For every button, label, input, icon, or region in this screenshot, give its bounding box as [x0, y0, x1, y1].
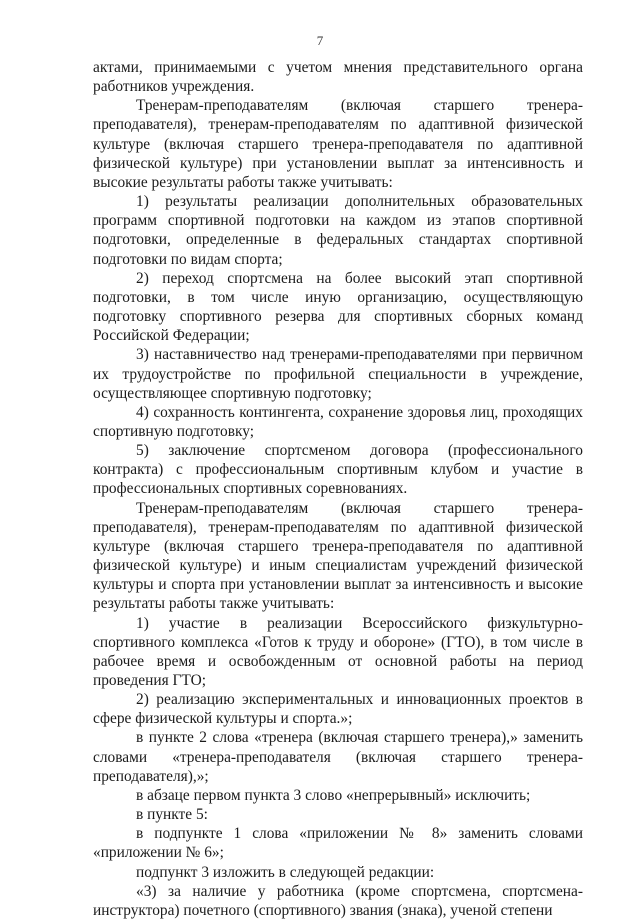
- paragraph: Тренерам-преподавателям (включая старшего тренера-преподавателя), тренерам-преподавателям по адаптивной физической культуре (включая старшего тренера-преподавателя по адаптивной физической культуре) при установлении выплат за интенсивность и высокие результаты работы также учитывать:: [93, 97, 583, 191]
- paragraph: в абзаце первом пункта 3 слово «непрерывный» исключить;: [136, 786, 531, 804]
- paragraph: актами, принимаемыми с учетом мнения представительного органа работников учреждения.: [93, 59, 583, 96]
- paragraph: 1) результаты реализации дополнительных образовательных программ спортивной подготовки на каждом из этапов спортивной подготовки, определенные в федеральных стандартах спортивной подготовки по видам спорта;: [93, 193, 583, 268]
- paragraph: в подпункте 1 слова «приложении № 8» заменить словами «приложении № 6»;: [93, 825, 583, 862]
- paragraph: 2) переход спортсмена на более высокий этап спортивной подготовки, в том числе иную организацию, осуществляющую подготовку спортивного резерва для спортивных сборных команд Российской Федерации;: [93, 269, 583, 345]
- paragraph: 1) участие в реализации Всероссийского физкультурно-спортивного комплекса «Готов к труду и обороне» (ГТО), в том числе в рабочее время и освобожденным от основной работы на период проведения ГТО;: [93, 614, 583, 689]
- paragraph: 4) сохранность контингента, сохранение здоровья лиц, проходящих спортивную подготовку;: [93, 403, 583, 440]
- paragraph: Тренерам-преподавателям (включая старшего тренера-преподавателя), тренерам-преподавателям по адаптивной физической культуре (включая старшего тренера-преподавателя по адаптивной физической культуре) и иным специалистам учреждений физической культуры и спорта при установлении выплат за интенсивность и высокие результаты работы также учитывать:: [93, 499, 583, 613]
- paragraph: в пункте 5:: [136, 806, 208, 824]
- document-body: [93, 58, 583, 920]
- paragraph: «3) за наличие у работника (кроме спортсмена, спортсмена-инструктора) почетного (спортивного) звания (знака), ученой степени: [93, 882, 583, 919]
- paragraph: 3) наставничество над тренерами-преподавателями при первичном их трудоустройстве по профильной специальности в учреждение, осуществляющее спортивную подготовку;: [93, 346, 583, 402]
- page-number: 7: [316, 33, 324, 48]
- paragraph: 2) реализацию экспериментальных и инновационных проектов в сфере физической культуры и спорта.»;: [93, 691, 583, 728]
- paragraph: подпункт 3 изложить в следующей редакции:: [136, 863, 435, 881]
- paragraph: 5) заключение спортсменом договора (профессионального контракта) с профессиональным спортивным клубом и участие в профессиональных спортивных соревнованиях.: [93, 442, 583, 498]
- paragraph: в пункте 2 слова «тренера (включая старшего тренера),» заменить словами «тренера-преподавателя (включая старшего тренера-преподавателя),»;: [93, 729, 583, 785]
